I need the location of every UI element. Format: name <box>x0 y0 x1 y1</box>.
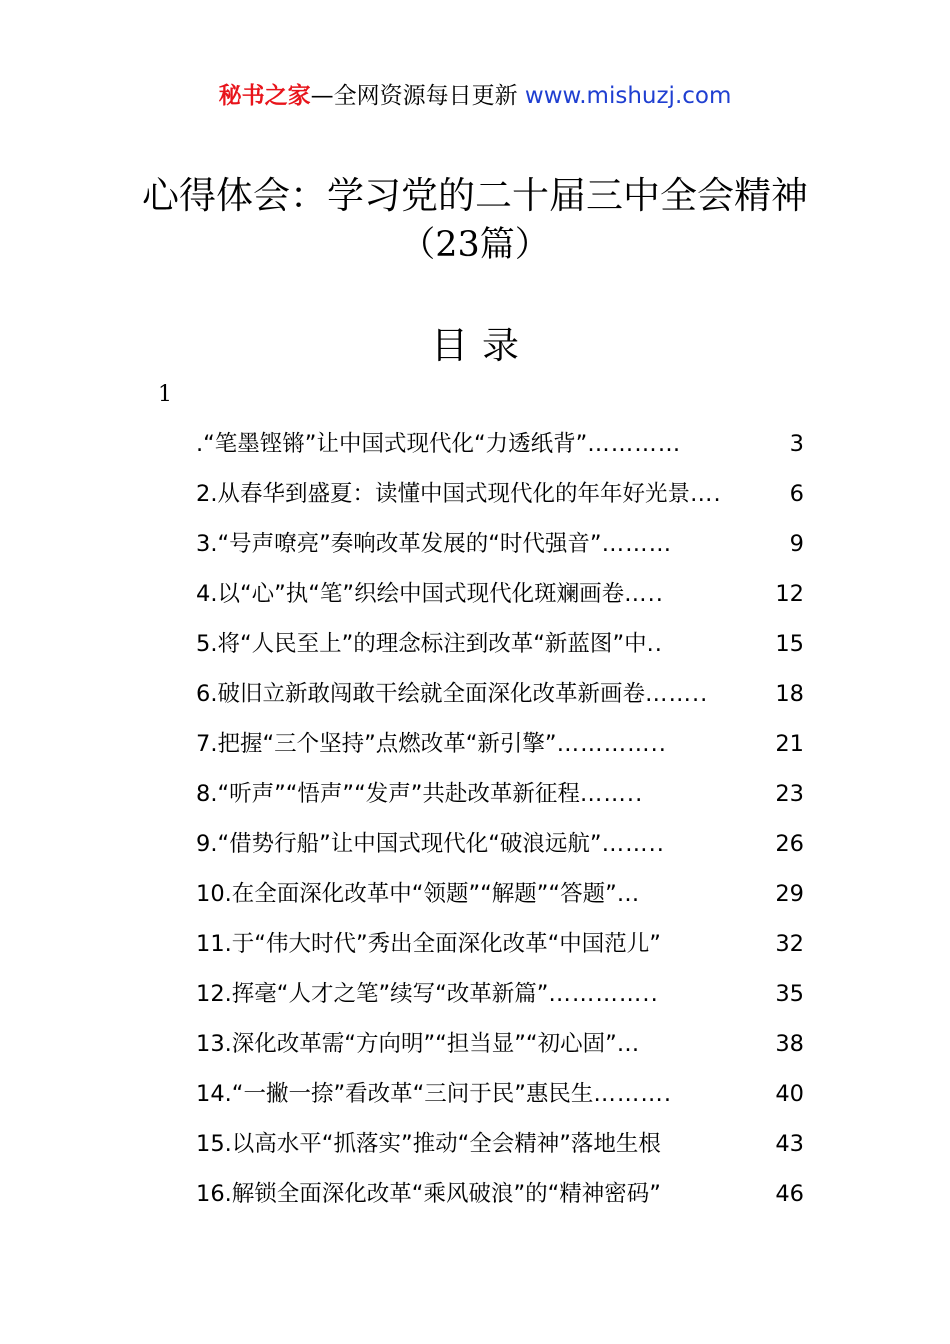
toc-entry-title: 12.挥毫“人才之笔”续写“改革新篇” <box>196 981 549 1007</box>
toc-entry-title: 4.以“心”执“笔”织绘中国式现代化斑斓画卷 <box>196 581 625 607</box>
toc-entry-title: 11.于“伟大时代”秀出全面深化改革“中国范儿” <box>196 931 661 957</box>
stray-page-number: 1 <box>158 382 172 407</box>
toc-entry[interactable] <box>196 771 804 821</box>
toc-entry[interactable] <box>196 971 804 1021</box>
toc-page-number: 6 <box>789 481 804 507</box>
toc-page-number: 38 <box>775 1031 804 1057</box>
subtitle-open-paren: （ <box>400 225 436 265</box>
toc-entry-title: 2.从春华到盛夏：读懂中国式现代化的年年好光景 <box>196 481 690 507</box>
header-slogan: —全网资源每日更新 <box>310 83 518 109</box>
toc-entry-title: 6.破旧立新敢闯敢干绘就全面深化改革新画卷 <box>196 681 645 707</box>
toc-leader-dots: ….. <box>624 581 664 607</box>
toc-page-number: 15 <box>775 631 804 657</box>
toc-leader-dots: ………… <box>587 431 682 457</box>
toc-entry[interactable] <box>196 571 804 621</box>
toc-leader-dots: .. <box>646 631 663 657</box>
toc-entry-title: 10.在全面深化改革中“领题”“解题”“答题” <box>196 881 617 907</box>
toc-entry-title: .“笔墨铿锵”让中国式现代化“力透纸背” <box>196 431 588 457</box>
toc-entry[interactable] <box>196 421 804 471</box>
brand-name: 秘书之家 <box>218 83 311 109</box>
toc-entry[interactable] <box>196 1171 804 1221</box>
toc-entry-title: 9.“借势行船”让中国式现代化“破浪远航” <box>196 831 602 857</box>
toc-leader-dots: ……… <box>601 531 673 557</box>
toc-entry[interactable] <box>196 1121 804 1171</box>
toc-entry[interactable] <box>196 521 804 571</box>
toc-page-number: 40 <box>775 1081 804 1107</box>
toc-page-number: 12 <box>775 581 804 607</box>
toc-page-number: 23 <box>775 781 804 807</box>
toc-page-number: 9 <box>789 531 804 557</box>
toc-page-number: 29 <box>775 881 804 907</box>
toc-entry[interactable] <box>196 621 804 671</box>
table-of-contents <box>196 421 804 1221</box>
toc-entry[interactable] <box>196 921 804 971</box>
toc-page-number: 35 <box>775 981 804 1007</box>
toc-leader-dots: ………….. <box>548 981 659 1007</box>
toc-entry[interactable] <box>196 871 804 921</box>
toc-entry[interactable] <box>196 1071 804 1121</box>
toc-entry[interactable] <box>196 471 804 521</box>
subtitle-unit: 篇） <box>479 225 550 265</box>
toc-heading: 目录 <box>431 324 533 367</box>
toc-page-number: 18 <box>775 681 804 707</box>
document-subtitle <box>0 222 950 268</box>
toc-entry-title: 8.“听声”“悟声”“发声”共赴改革新征程 <box>196 781 580 807</box>
toc-page-number: 26 <box>775 831 804 857</box>
site-url-link[interactable]: www.mishuzj.com <box>524 83 732 109</box>
toc-entry-title: 15.以高水平“抓落实”推动“全会精神”落地生根 <box>196 1131 661 1157</box>
toc-page-number: 3 <box>789 431 804 457</box>
site-header <box>0 80 950 112</box>
toc-leader-dots: … <box>616 1031 641 1057</box>
toc-page-number: 46 <box>775 1181 804 1207</box>
toc-page-number: 21 <box>775 731 804 757</box>
toc-leader-dots: …. <box>689 481 722 507</box>
toc-entry-title: 16.解锁全面深化改革“乘风破浪”的“精神密码” <box>196 1181 661 1207</box>
toc-entry-title: 13.深化改革需“方向明”“担当显”“初心固” <box>196 1031 617 1057</box>
toc-entry[interactable] <box>196 671 804 721</box>
toc-leader-dots: …….. <box>601 831 665 857</box>
document-title: 心得体会：学习党的二十届三中全会精神 <box>142 174 808 217</box>
toc-leader-dots: …….. <box>579 781 644 807</box>
toc-entry-title: 7.把握“三个坚持”点燃改革“新引擎” <box>196 731 557 757</box>
toc-entry-title: 14.“一撇一捺”看改革“三问于民”惠民生 <box>196 1081 594 1107</box>
toc-entry-title: 5.将“人民至上”的理念标注到改革“新蓝图”中 <box>196 631 647 657</box>
toc-leader-dots: … <box>616 881 641 907</box>
toc-leader-dots: ………. <box>593 1081 673 1107</box>
toc-entry[interactable] <box>196 821 804 871</box>
toc-page-number: 43 <box>775 1131 804 1157</box>
toc-leader-dots: …….. <box>644 681 709 707</box>
toc-leader-dots: ………….. <box>556 731 667 757</box>
toc-entry[interactable] <box>196 1021 804 1071</box>
toc-entry-title: 3.“号声嘹亮”奏响改革发展的“时代强音” <box>196 531 602 557</box>
article-count: 23 <box>435 225 480 265</box>
toc-entry[interactable] <box>196 721 804 771</box>
toc-page-number: 32 <box>775 931 804 957</box>
